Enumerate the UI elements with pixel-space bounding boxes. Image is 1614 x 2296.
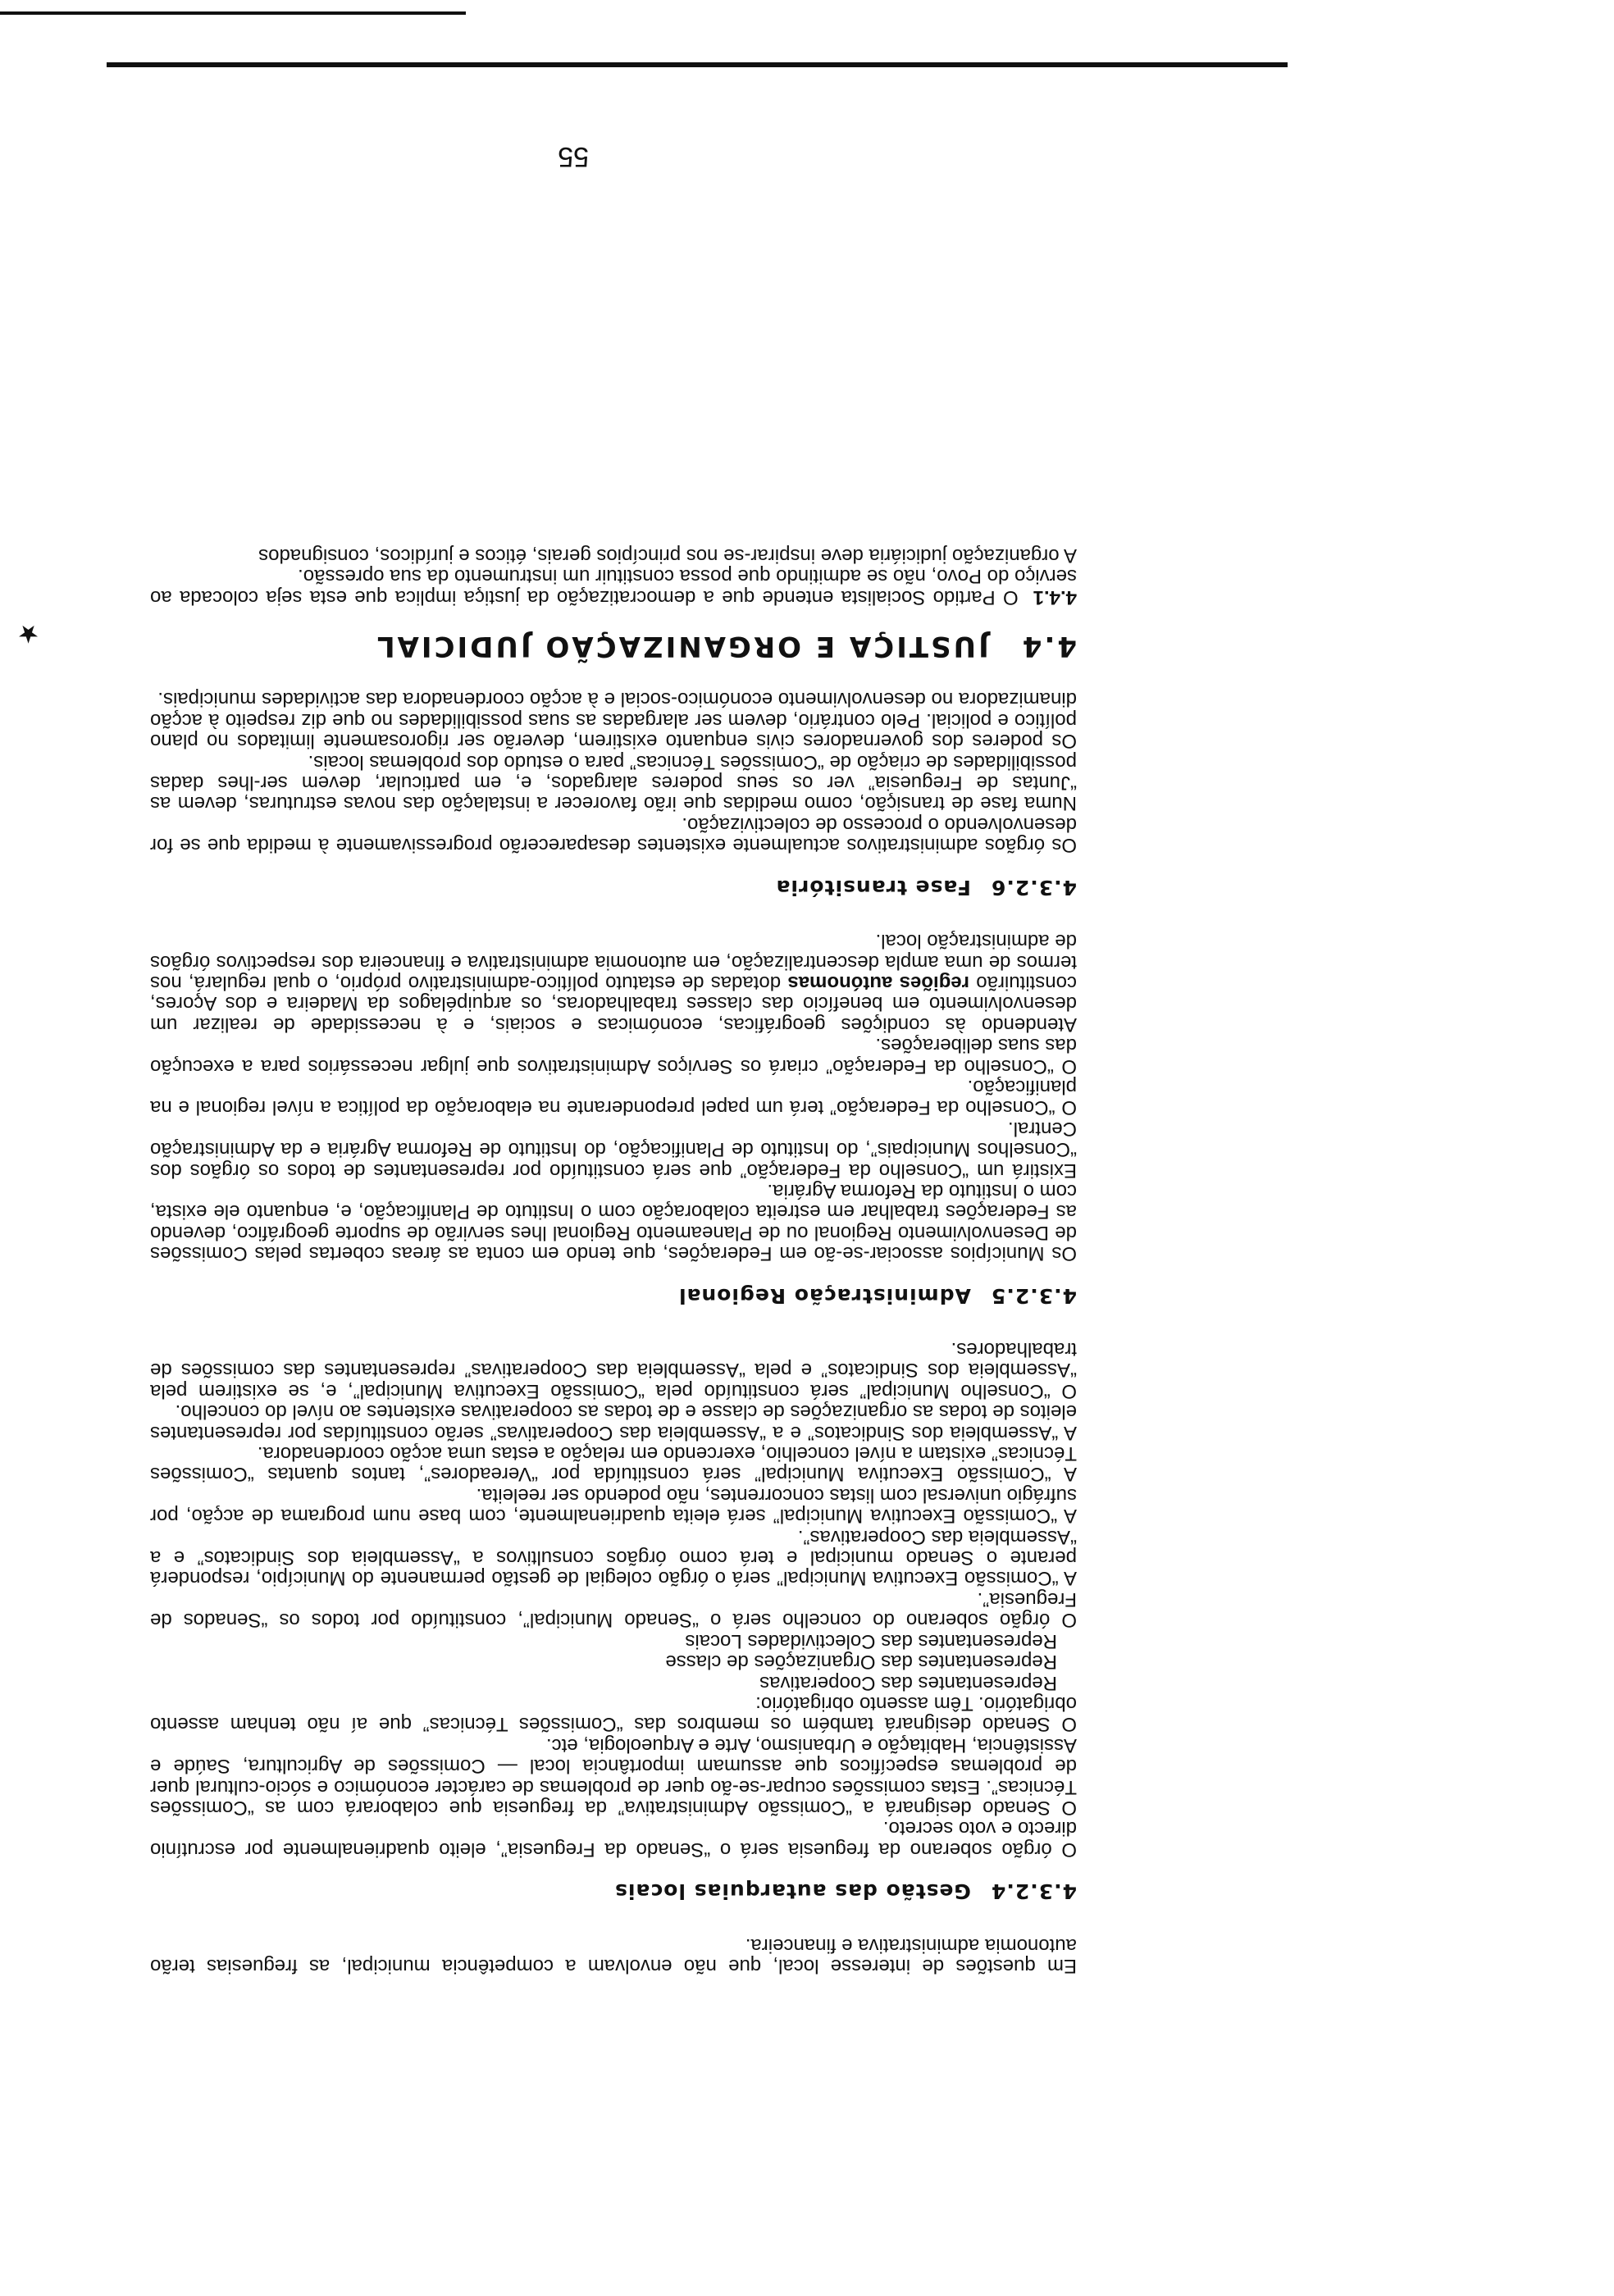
- text-run: O Partido Socialista entende que a democratização da justiça implica que esta seja colocada ao serviço do Povo, não se admitindo que possa constituir um instrumento da sua opressão.: [150, 565, 1077, 608]
- section-title: Administração Regional: [678, 1283, 971, 1308]
- chapter-heading-4-4: [150, 630, 1077, 663]
- text-run: Atendendo às condições geográficas, económicas e sociais, e à necessidade de realizar um desenvolvimento em benefício das classes trabalhadoras, os arquipélagos da Madeira e dos Açores, constituirão: [150, 971, 1077, 1036]
- paragraph: [150, 566, 1077, 608]
- paragraph: Existirá um “Conselho da Federação” que será constituído por representantes de todos os órgãos dos “Conselhos Municipais”, do Instituto de Planificação, do Instituto de Reforma Agrária e da Administração Central.: [150, 1117, 1077, 1182]
- paragraph: A “Comissão Executiva Municipal” será eleita quadrienalmente, com base num programa de acção, por sufrágio universal com listas concorrentes, não podendo ser reeleita.: [150, 1483, 1077, 1528]
- section-number: 4.3.2.4: [990, 1879, 1077, 1904]
- text-run: dotadas de estatuto político-administrativo próprio, o qual regulará, nos termos de uma ampla descentralização, em autonomia administrativa e financeira dos respectivos órgãos de administração local.: [150, 930, 1077, 994]
- paragraph: O Senado designará também os membros das “Comissões Técnicas” que aí não tenham assento obrigatório. Têm assento obrigatório:: [150, 1692, 1077, 1736]
- list-item: Representantes das Cooperativas: [759, 1671, 1057, 1694]
- paragraph: Os poderes dos governadores civis enquanto existirem, deverão ser rigorosamente limitados no plano político e policial. Pelo contrário, devem ser alargadas as suas possibilidades no que diz respeito à acção dinamizadora no desenvolvimento económico-social e à acção coordenadora das actividades municipais.: [150, 688, 1077, 753]
- header-rule: [107, 62, 1288, 67]
- bold-term: regiões autónomas: [787, 971, 970, 994]
- paragraph: A “Comissão Executiva Municipal” será o órgão colegial de gestão permanente do Município, responderá perante o Senado municipal e terá como órgãos consultivos a “Assembleia dos Sindicatos” e a “Assembleia das Cooperativas”.: [150, 1525, 1077, 1590]
- paragraph: [150, 931, 1077, 1035]
- section-title: Gestão das autarquias locais: [614, 1879, 971, 1904]
- section-number: 4.3.2.5: [990, 1283, 1077, 1308]
- paragraph: A “Comissão Executiva Municipal” será constituída por “Vereadores”, tantos quantas “Comissões Técnicas” existam a nível concelhio, exercendo em relação a estas uma acção coordenadora.: [150, 1442, 1077, 1486]
- section-title: Fase transitória: [775, 875, 971, 900]
- page-number: 55: [558, 141, 589, 172]
- paragraph: O órgão soberano da freguesia será o “Senado da Freguesia”, eleito quadrienalmente por escrutínio directo e voto secreto.: [150, 1817, 1077, 1861]
- paragraph: A “Assembleia dos Sindicatos” e a “Assembleia das Cooperativas” serão constituídas por representantes eleitos de todas as organizações de classe e de todas as cooperativas existentes ao nível do concelho.: [150, 1401, 1077, 1444]
- clause-number: 4.4.1: [1033, 585, 1077, 608]
- page-body: [150, 544, 1077, 1976]
- paragraph: O “Conselho Municipal” será constituído pela “Comissão Executiva Municipal”, e, se existirem pela “Assembleia dos Sindicatos” e pela “Assembleia das Cooperativas” representantes das comissões de trabalhadores.: [150, 1338, 1077, 1402]
- scan-speck: ★: [17, 619, 39, 648]
- list-item: Representantes das Organizações de classe: [665, 1651, 1057, 1674]
- section-heading-4-3-2-4: [150, 1881, 1077, 1902]
- section-number: 4.3.2.6: [990, 875, 1077, 900]
- paragraph: O “Conselho da Federação” criará os Serviços Administrativos que julgar necessários para a execução das suas deliberações.: [150, 1034, 1077, 1077]
- scan-edge-line: [0, 11, 466, 15]
- section-heading-4-3-2-5: [150, 1283, 1077, 1308]
- section-heading-4-3-2-6: [150, 875, 1077, 900]
- paragraph: Os Municípios associar-se-ão em Federações, que tendo em conta as áreas cobertas pelas Comissões de Desenvolvimento Regional ou de Planeamento Regional lhes servirão de suporte geográfico, devendo as Federações trabalhar em estreita colaboração com o Instituto de Planificação, e, enquanto ele exista, com o Instituto da Reforma Agrária.: [150, 1180, 1077, 1265]
- chapter-title: JUSTIÇA E ORGANIZAÇÃO JUDICIAL: [374, 630, 989, 663]
- paragraph: Os órgãos administrativos actualmente existentes desaparecerão progressivamente à medida que se for desenvolvendo o processo de colectivização.: [150, 813, 1077, 857]
- chapter-number: 4.4: [1019, 630, 1077, 663]
- paragraph: Numa fase de transição, como medidas que irão favorecer a instalação das novas estruturas, devem as “Juntas de Freguesia” ver os seus poderes alargados, e, em particular, devem ser-lhes dadas possibilidades de criação de “Comissões Técnicas” para o estudo dos problemas locais.: [150, 750, 1077, 815]
- paragraph: O órgão soberano do concelho será o “Senado Municipal”, constituído por todos os “Senados de Freguesia”.: [150, 1588, 1077, 1632]
- paragraph: O Senado designará a “Comissão Administrativa” da freguesia que colaborará com as “Comissões Técnicas”. Estas comissões ocupar-se-ão quer de problemas de carácter económico e sócio-cultural quer de problemas específicos que assumam importância local — Comissões de Agricultura, Saúde e Assistência, Habitação e Urbanismo, Arte e Arqueologia, etc.: [150, 1733, 1077, 1819]
- paragraph: A organização judiciária deve inspirar-se nos princípios gerais, éticos e jurídicos, consignados: [258, 544, 1077, 567]
- paragraph: O “Conselho da Federação” terá um papel preponderante na elaboração da política a nível regional e na planificação.: [150, 1075, 1077, 1119]
- intro-paragraph: Em questões de interesse local, que não envolvam a competência municipal, as freguesias terão autonomia administrativa e financeira.: [150, 1934, 1077, 1977]
- list-item: Representantes das Colectividades Locais: [685, 1629, 1057, 1652]
